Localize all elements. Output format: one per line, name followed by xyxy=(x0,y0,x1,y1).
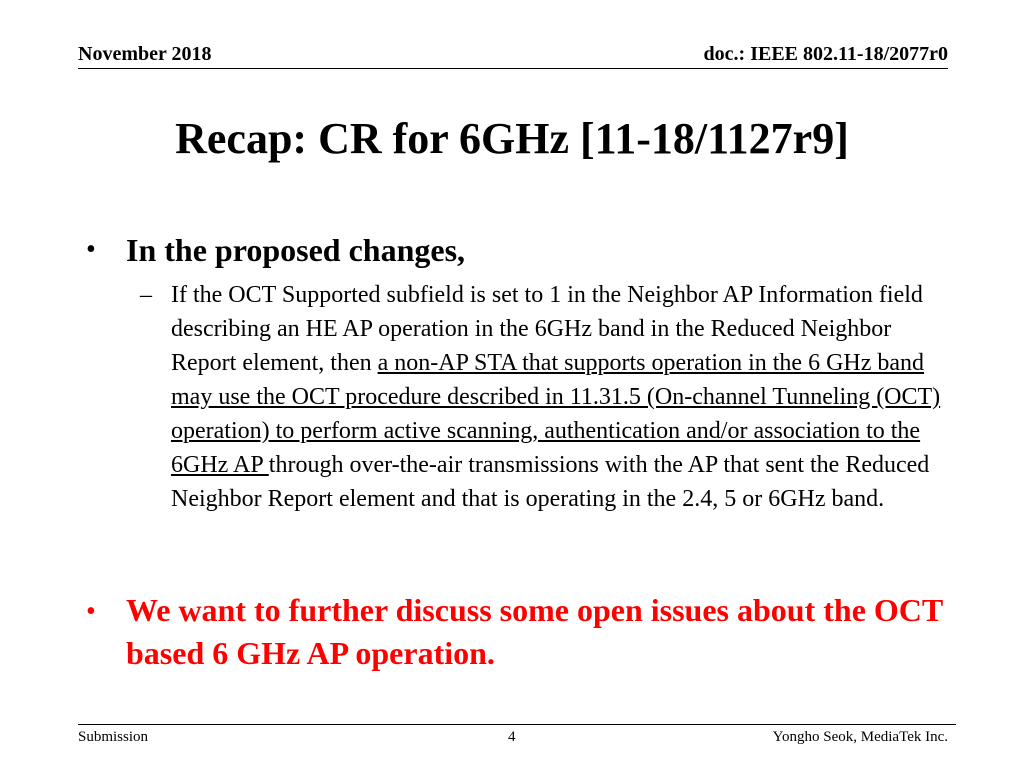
bullet-marker: • xyxy=(86,234,96,265)
sub-bullet-text xyxy=(171,278,946,516)
bullet-marker-red: • xyxy=(86,596,96,627)
footer-page-number: 4 xyxy=(508,729,516,745)
sub-bullet-text-part3: through over-the-air transmissions with the AP that sent the Reduced Neighbor Report element and that is operating in the 2.4, 5 or 6GHz band. xyxy=(171,452,930,512)
header-divider xyxy=(78,68,948,69)
footer-divider xyxy=(78,724,956,725)
sub-bullet-text-underlined: a non-AP STA that supports operation in the 6 GHz band may use the OCT procedure described in 11.31.5 (On-channel Tunneling (OCT) operation) to perform active scanning, authentication and/or association to the 6GHz AP xyxy=(171,350,941,478)
footer-author: Yongho Seok, MediaTek Inc. xyxy=(772,729,948,745)
sub-bullet-marker: – xyxy=(140,282,152,308)
header-date: November 2018 xyxy=(78,43,212,65)
bullet-text: In the proposed changes, xyxy=(126,232,466,268)
sub-bullet-text-part1: If the OCT Supported subfield is set to 1 in the Neighbor AP Information field describing an HE AP operation in the 6GHz band in the Reduced Neighbor Report element, then xyxy=(171,282,923,376)
slide-title: Recap: CR for 6GHz [11-18/1127r9] xyxy=(175,114,849,163)
header-doc-id: doc.: IEEE 802.11-18/2077r0 xyxy=(703,43,948,65)
bullet-text-red: We want to further discuss some open issues about the OCT based 6 GHz AP operation. xyxy=(126,592,943,671)
footer-submission: Submission xyxy=(78,729,149,745)
